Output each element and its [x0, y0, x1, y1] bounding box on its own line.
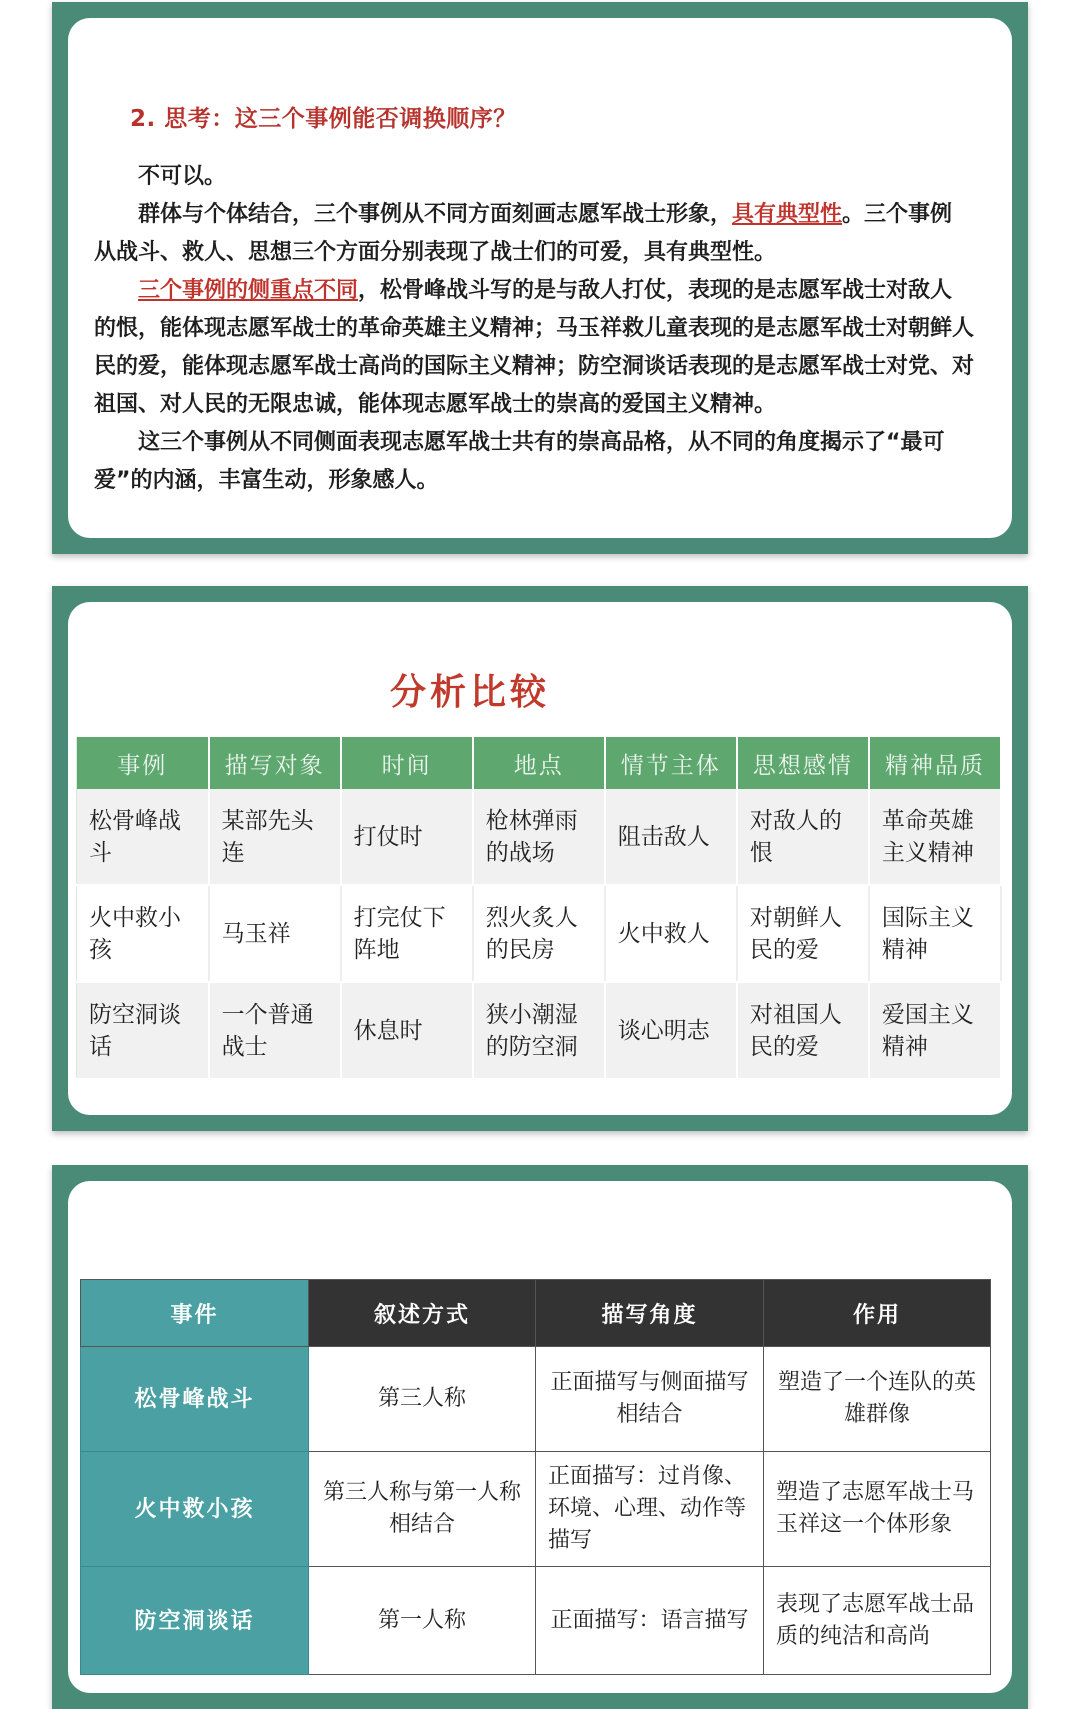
table-cell: 打完仗下阵地 — [341, 885, 473, 982]
slide-content — [68, 602, 1012, 1115]
table-row — [81, 1347, 991, 1452]
header-cell: 描写对象 — [209, 737, 341, 789]
table-cell: 休息时 — [341, 982, 473, 1079]
table-cell: 火中救小孩 — [77, 885, 209, 982]
table-cell: 马玉祥 — [209, 885, 341, 982]
header-cell: 情节主体 — [605, 737, 737, 789]
answer-para-4: 这三个事例从不同侧面表现志愿军战士共有的崇高品格，从不同的角度揭示了“最可爱”的内涵，丰富生动，形象感人。 — [94, 430, 945, 493]
table-cell: 国际主义精神 — [869, 885, 1001, 982]
narration-table — [80, 1279, 991, 1675]
table-row — [77, 885, 1002, 982]
answer-para-1: 不可以。 — [138, 164, 227, 189]
event-cell: 火中救小孩 — [81, 1452, 309, 1567]
table-cell: 正面描写与侧面描写相结合 — [536, 1347, 764, 1452]
table-row — [77, 982, 1002, 1079]
table-cell: 对敌人的恨 — [737, 789, 869, 885]
table-cell: 狭小潮湿的防空洞 — [473, 982, 605, 1079]
question-title: 2. 思考：这三个事例能否调换顺序？ — [130, 106, 517, 132]
table-cell: 阻击敌人 — [605, 789, 737, 885]
table-row — [81, 1452, 991, 1567]
table-cell: 第一人称 — [309, 1567, 536, 1675]
slide-title: 分析比较 — [389, 671, 550, 713]
table-cell: 表现了志愿军战士品质的纯洁和高尚 — [764, 1567, 991, 1675]
table-cell: 对祖国人民的爱 — [737, 982, 869, 1079]
slide-analysis-compare — [52, 586, 1028, 1131]
header-cell: 叙述方式 — [309, 1280, 536, 1347]
event-cell: 防空洞谈话 — [81, 1567, 309, 1675]
table-cell: 正面描写：过肖像、环境、心理、动作等描写 — [536, 1452, 764, 1567]
highlight-focus: 三个事例的侧重点不同 — [138, 278, 359, 303]
table-cell: 枪林弹雨的战场 — [473, 789, 605, 885]
table-cell: 防空洞谈话 — [77, 982, 209, 1079]
header-cell: 精神品质 — [869, 737, 1001, 789]
table-cell: 火中救人 — [605, 885, 737, 982]
header-cell: 地点 — [473, 737, 605, 789]
table-cell: 打仗时 — [341, 789, 473, 885]
header-cell: 事例 — [77, 737, 209, 789]
slide-content — [68, 1181, 1012, 1693]
event-cell: 松骨峰战斗 — [81, 1347, 309, 1452]
table-cell: 一个普通战士 — [209, 982, 341, 1079]
slide-thinking-question — [52, 2, 1028, 554]
table-header-row — [77, 737, 1002, 789]
table-cell: 爱国主义精神 — [869, 982, 1001, 1079]
table-cell: 烈火炙人的民房 — [473, 885, 605, 982]
slide-content — [68, 18, 1012, 538]
table-cell: 正面描写：语言描写 — [536, 1567, 764, 1675]
table-cell: 塑造了志愿军战士马玉祥这一个体形象 — [764, 1452, 991, 1567]
highlight-typical: 具有典型性 — [732, 202, 843, 227]
table-cell: 某部先头连 — [209, 789, 341, 885]
header-cell: 描写角度 — [536, 1280, 764, 1347]
table-cell: 松骨峰战斗 — [77, 789, 209, 885]
table-cell: 塑造了一个连队的英雄群像 — [764, 1347, 991, 1452]
answer-text — [94, 158, 974, 500]
answer-para-2: 群体与个体结合，三个事例从不同方面刻画志愿军战士形象，具有典型性。三个事例从战斗、救人、思想三个方面分别表现了战士们的可爱，具有典型性。 — [94, 202, 953, 265]
table-cell: 革命英雄主义精神 — [869, 789, 1001, 885]
answer-para-3: 三个事例的侧重点不同，松骨峰战斗写的是与敌人打仗，表现的是志愿军战士对敌人的恨，能体现志愿军战士的革命英雄主义精神；马玉祥救儿童表现的是志愿军战士对朝鲜人民的爱，能体现志愿军战士高尚的国际主义精神；防空洞谈话表现的是志愿军战士对党、对祖国、对人民的无限忠诚，能体现志愿军战士的崇高的爱国主义精神。 — [94, 278, 975, 417]
header-cell: 时间 — [341, 737, 473, 789]
comparison-table — [76, 737, 1002, 1080]
table-header-row — [81, 1280, 991, 1347]
slide-narration-table — [52, 1165, 1028, 1709]
header-cell: 思想感情 — [737, 737, 869, 789]
table-cell: 对朝鲜人民的爱 — [737, 885, 869, 982]
table-row — [77, 789, 1002, 885]
header-cell: 事件 — [81, 1280, 309, 1347]
table-cell: 第三人称与第一人称相结合 — [309, 1452, 536, 1567]
table-row — [81, 1567, 991, 1675]
header-cell: 作用 — [764, 1280, 991, 1347]
table-cell: 第三人称 — [309, 1347, 536, 1452]
table-cell: 谈心明志 — [605, 982, 737, 1079]
